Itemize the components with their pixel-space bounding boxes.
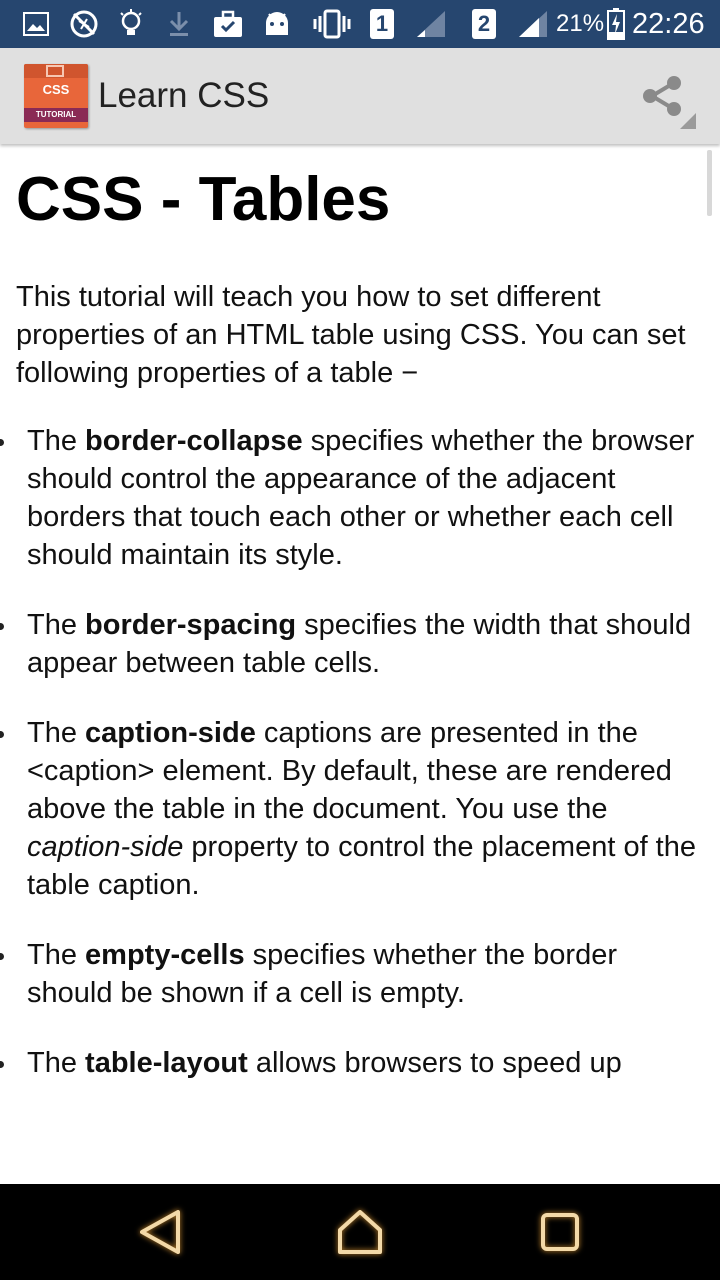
vibrate-icon xyxy=(312,8,352,40)
back-icon xyxy=(132,1204,188,1260)
recents-icon xyxy=(532,1204,588,1260)
term: empty-cells xyxy=(85,939,245,971)
signal-icon xyxy=(414,8,448,40)
app-logo-caption: CSS xyxy=(42,82,70,97)
list-item-text: The caption-side captions are presented in the <caption> element. By default, these are rendered above the table in the document. You use the caption-side property to control the placement of the table caption. xyxy=(27,717,697,901)
page-title: CSS - Tables xyxy=(16,165,391,234)
sim2-badge: 2 xyxy=(472,9,496,39)
intro-paragraph: This tutorial will teach you how to set different properties of an HTML table using CSS. You can set following properties of a table − xyxy=(16,281,686,389)
overflow-menu-indicator[interactable] xyxy=(680,113,696,129)
sim1-badge: 1 xyxy=(370,9,394,39)
battery-charging-icon xyxy=(606,8,626,40)
recents-button[interactable] xyxy=(528,1200,592,1264)
bullet-dot xyxy=(0,623,4,630)
android-icon xyxy=(262,8,292,40)
back-button[interactable] xyxy=(128,1200,192,1264)
home-button[interactable] xyxy=(328,1200,392,1264)
list-item-text: The border-collapse specifies whether the browser should control the appearance of the adjacent borders that touch each other or whether each cell should maintain its style. xyxy=(27,425,695,571)
bullet-dot xyxy=(0,1061,4,1068)
battery-percent: 21% xyxy=(556,10,605,37)
term: caption-side xyxy=(85,717,256,749)
app-logo-symbol xyxy=(46,65,64,77)
list-item-text: The empty-cells specifies whether the border should be shown if a cell is empty. xyxy=(27,939,617,1009)
no-network-icon xyxy=(68,8,100,40)
list-item-text: The table-layout allows browsers to speed up xyxy=(27,1047,622,1079)
web-content[interactable] xyxy=(0,144,720,1184)
home-icon xyxy=(332,1204,388,1260)
inline-code-term: caption-side xyxy=(27,831,184,863)
list-item-text: The border-spacing specifies the width that should appear between table cells. xyxy=(27,609,692,679)
bullet-dot xyxy=(0,731,4,738)
app-title: Learn CSS xyxy=(98,76,270,115)
status-bar xyxy=(0,0,720,48)
term: border-collapse xyxy=(85,425,303,457)
term: table-layout xyxy=(85,1047,248,1079)
clock: 22:26 xyxy=(632,8,705,40)
bullet-dot xyxy=(0,439,4,446)
image-icon xyxy=(22,8,50,40)
briefcase-icon xyxy=(212,8,244,40)
action-bar xyxy=(0,48,720,144)
signal-icon-2 xyxy=(516,8,550,40)
app-logo[interactable] xyxy=(24,64,88,128)
navigation-bar xyxy=(0,1184,720,1280)
term: border-spacing xyxy=(85,609,297,641)
bullet-dot xyxy=(0,953,4,960)
app-logo-band: TUTORIAL xyxy=(24,108,88,122)
scrollbar[interactable] xyxy=(707,150,712,216)
download-icon xyxy=(166,8,192,40)
bulb-icon xyxy=(118,8,144,40)
